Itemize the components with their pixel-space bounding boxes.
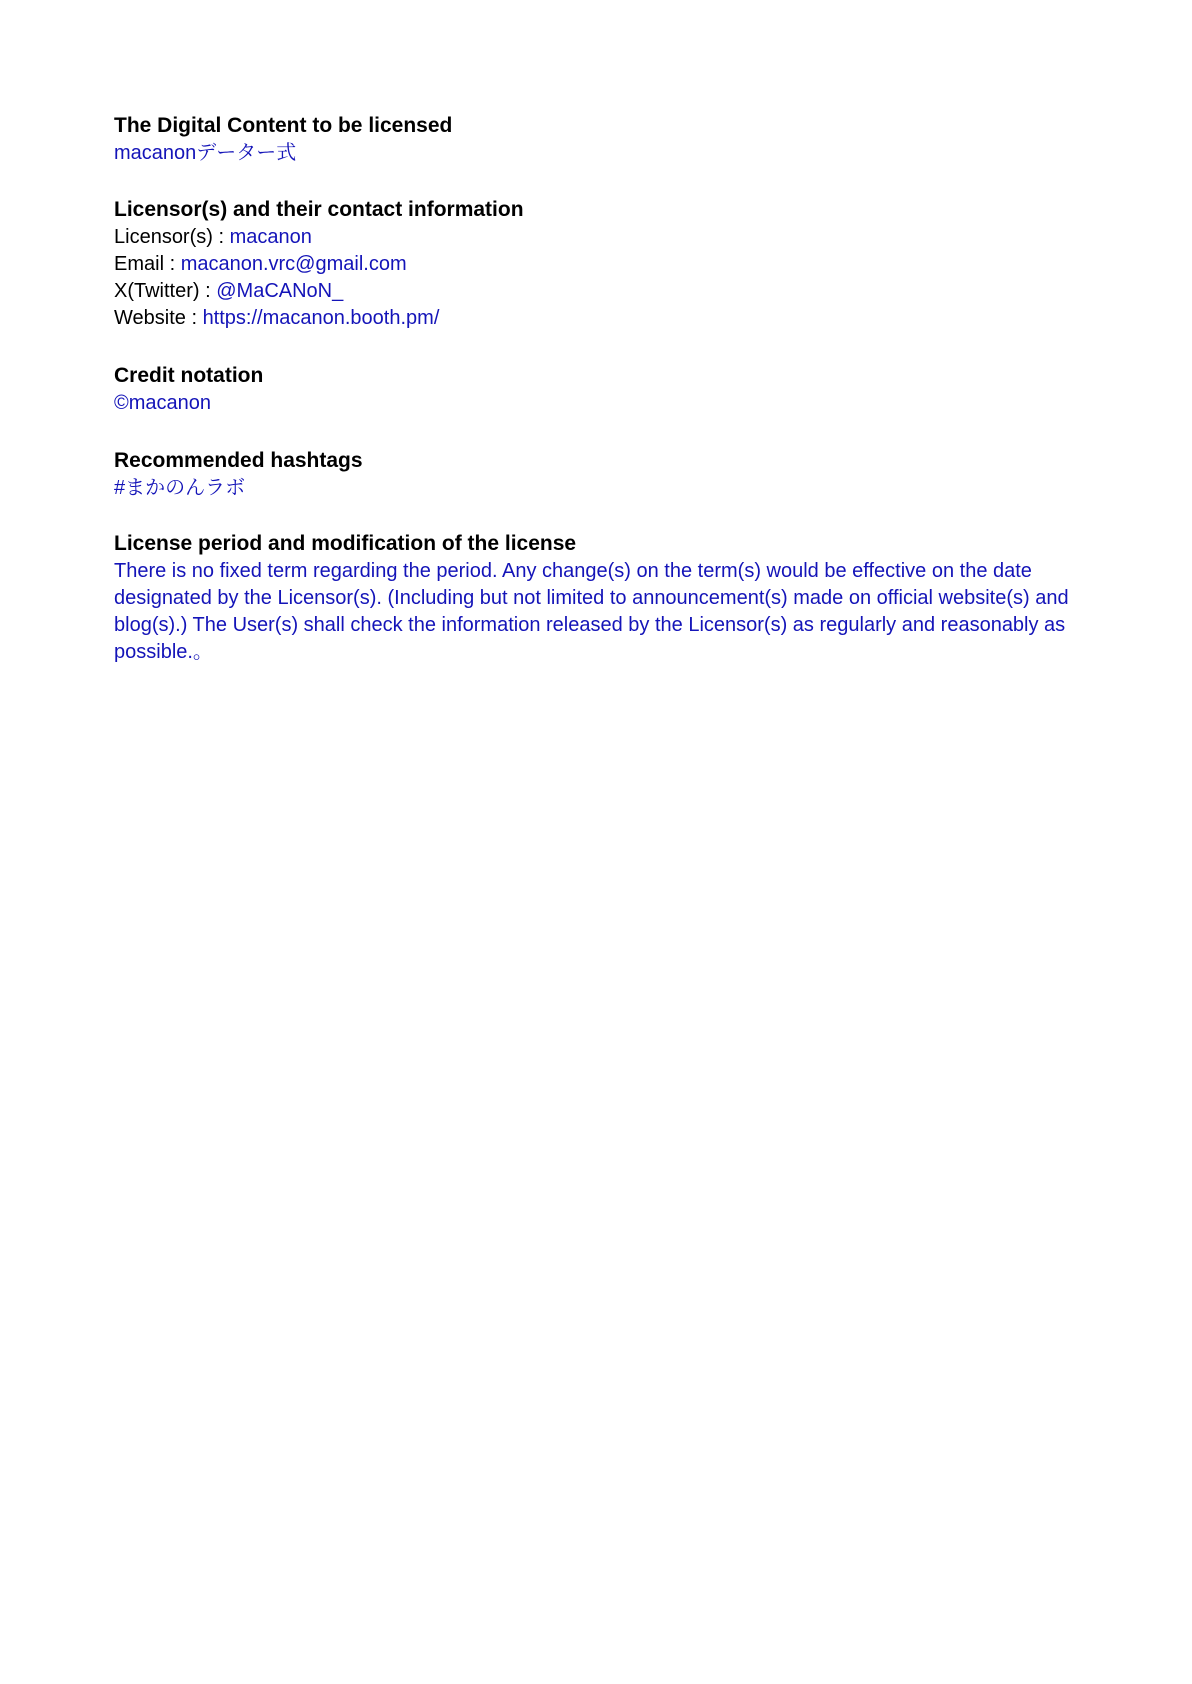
website-label: Website : bbox=[114, 307, 203, 329]
section-license-period bbox=[114, 530, 1094, 666]
website-link[interactable]: https://macanon.booth.pm/ bbox=[202, 307, 440, 329]
section-title-licensor: Licensor(s) and their contact information bbox=[114, 198, 524, 221]
licensor-name: macanon bbox=[229, 226, 312, 248]
section-hashtags bbox=[114, 447, 1094, 502]
hashtag-value: #まかのんラボ bbox=[114, 477, 246, 499]
email-link[interactable]: macanon.vrc@gmail.com bbox=[180, 253, 407, 275]
email-label: Email : bbox=[114, 253, 181, 275]
section-digital-content bbox=[114, 112, 1094, 167]
digital-content-value: macanonデーター式 bbox=[114, 142, 297, 164]
section-licensor bbox=[114, 196, 1094, 332]
license-document bbox=[114, 112, 1094, 666]
twitter-label: X(Twitter) : bbox=[114, 280, 217, 302]
section-title-digital-content: The Digital Content to be licensed bbox=[114, 114, 453, 137]
section-title-hashtags: Recommended hashtags bbox=[114, 449, 363, 472]
license-period-text: There is no fixed term regarding the period. Any change(s) on the term(s) would be effective on the date designated by the Licensor(s). (Including but not limited to announcement(s) made on official website(s) and blog(s).) The User(s) shall check the information released by the Licensor(s) as regularly and reasonably as possible.。 bbox=[114, 560, 1069, 663]
section-credit bbox=[114, 362, 1094, 417]
section-title-license-period: License period and modification of the license bbox=[114, 532, 577, 555]
website-line bbox=[114, 305, 1094, 332]
twitter-link[interactable]: @MaCANoN_ bbox=[216, 280, 344, 302]
email-line bbox=[114, 251, 1094, 278]
licensor-line bbox=[114, 224, 1094, 251]
credit-value: ©macanon bbox=[114, 392, 212, 414]
section-title-credit: Credit notation bbox=[114, 364, 264, 387]
twitter-line bbox=[114, 278, 1094, 305]
licensor-label: Licensor(s) : bbox=[114, 226, 230, 248]
